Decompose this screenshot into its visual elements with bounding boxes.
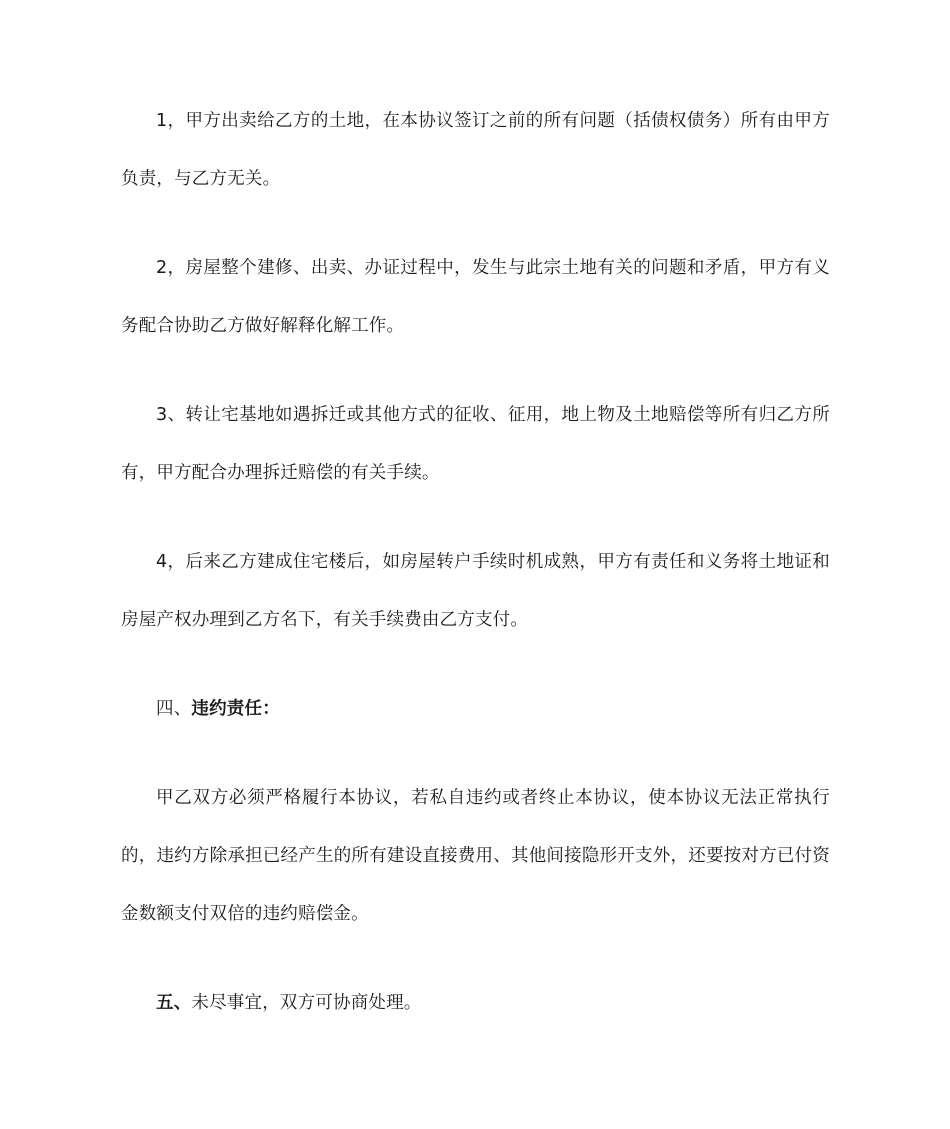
section-4-title: 违约责任： — [191, 699, 280, 719]
section-5-number: 五、 — [156, 993, 192, 1013]
clause-2: 2，房屋整个建修、出卖、办证过程中，发生与此宗土地有关的问题和矛盾，甲方有义务配合协助乙方做好解释化解工作。 — [121, 258, 830, 336]
liability-paragraph: 甲乙双方必须严格履行本协议，若私自违约或者终止本协议，使本协议无法正常执行的，违约方除承担已经产生的所有建设直接费用、其他间接隐形开支外，还要按对方已付资金数额支付双倍的违约赔偿金。 — [121, 788, 830, 924]
paragraph-gap — [121, 649, 830, 680]
clause-1: 1，甲方出卖给乙方的土地，在本协议签订之前的所有问题（括债权债务）所有由甲方负责，与乙方无关。 — [121, 111, 830, 189]
section-5 — [121, 974, 830, 1032]
paragraph-gap — [121, 208, 830, 239]
clause-3: 3、转让宅基地如遇拆迁或其他方式的征收、征用，地上物及土地赔偿等所有归乙方所有，甲方配合办理拆迁赔偿的有关手续。 — [121, 405, 830, 483]
paragraph-gap — [121, 502, 830, 533]
paragraph-gap — [121, 738, 830, 769]
section-4-heading — [121, 680, 830, 738]
paragraph-gap — [121, 355, 830, 386]
clause-4: 4，后来乙方建成住宅楼后，如房屋转户手续时机成熟，甲方有责任和义务将土地证和房屋产权办理到乙方名下，有关手续费由乙方支付。 — [121, 552, 830, 630]
section-4-number: 四、 — [156, 699, 192, 719]
section-5-text: 未尽事宜，双方可协商处理。 — [191, 993, 422, 1013]
paragraph-gap — [121, 943, 830, 974]
